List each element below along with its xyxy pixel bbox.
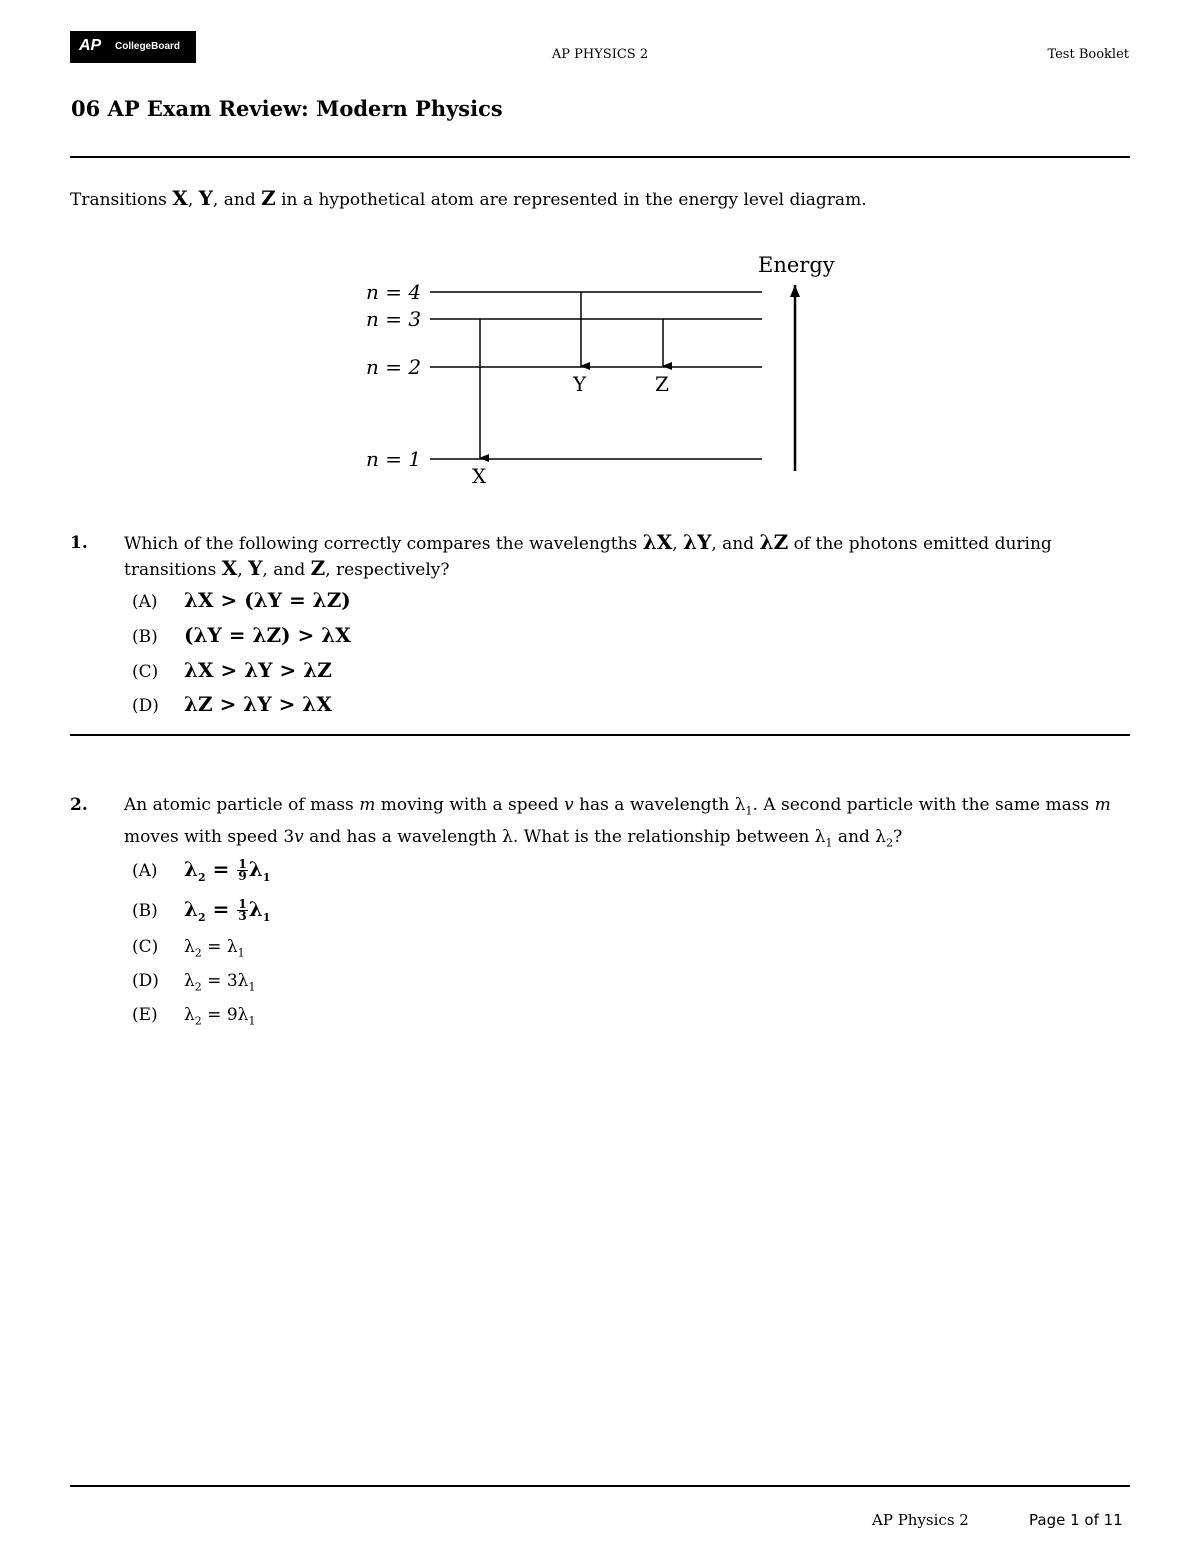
logo-ap: AP xyxy=(79,37,102,54)
footer-divider xyxy=(70,1485,1130,1487)
q2-option-e[interactable]: (E) $\lambda_2 = 9\lambda_1$ xyxy=(132,1005,256,1028)
q2-number: 2. xyxy=(70,795,88,815)
stem-z: Z xyxy=(261,186,276,210)
q1-prompt: Which of the following correctly compares the wavelengths λX, λY, and λZ of the photons emitted during transitions X, Y, and Z, respectively? xyxy=(124,530,1052,580)
energy-level-label-n1: n = 1 xyxy=(366,447,422,471)
transition-label-y: Y xyxy=(573,372,587,396)
q2-option-d[interactable]: (D) $\lambda_2 = 3\lambda_1$ xyxy=(132,971,256,994)
stem-y: Y xyxy=(198,186,213,210)
page-title: 06 AP Exam Review: Modern Physics xyxy=(71,96,503,121)
footer-course: AP Physics 2 xyxy=(872,1511,969,1529)
q1-divider xyxy=(70,734,1130,736)
q2-option-a[interactable]: (A) $\lambda_2$ = $\frac{1}{9}$ $\lambda_1$ xyxy=(132,857,271,884)
logo-brand: CollegeBoard xyxy=(115,41,181,52)
q2-option-c[interactable]: (C) $\lambda_2 = \lambda_1$ xyxy=(132,937,245,960)
energy-axis-label: Energy xyxy=(758,253,835,277)
q1-option-d[interactable]: (D) λZ > λY > λX xyxy=(132,692,332,716)
q1-option-b[interactable]: (B) (λY = λZ) > λX xyxy=(132,623,351,647)
footer-page-number: Page 1 of 11 xyxy=(1029,1511,1123,1529)
header-course: AP PHYSICS 2 xyxy=(551,47,649,62)
energy-level-label-n4: n = 4 xyxy=(366,280,422,304)
title-divider xyxy=(70,156,1130,158)
transition-label-x: X xyxy=(472,464,487,488)
question-stem: Transitions X, Y, and Z in a hypothetical atom are represented in the energy level diagram. xyxy=(70,186,867,210)
q2-option-b[interactable]: (B) $\lambda_2$ = $\frac{1}{3}$ $\lambda_1$ xyxy=(132,897,271,924)
q1-option-c[interactable]: (C) λX > λY > λZ xyxy=(132,658,332,682)
energy-level-diagram xyxy=(350,245,850,495)
q1-number: 1. xyxy=(70,533,88,553)
header-booklet: Test Booklet xyxy=(1047,47,1129,62)
q1-option-a[interactable]: (A) λX > (λY = λZ) xyxy=(132,588,351,612)
energy-level-label-n2: n = 2 xyxy=(366,355,422,379)
q2-prompt: An atomic particle of mass m moving with a speed v has a wavelength $\lambda_1$. A second particle with the same mass m moves with speed 3v and has a wavelength λ. What is the relationship between $\lambda_1$ and $\lambda_2$? xyxy=(124,795,1111,850)
transition-label-z: Z xyxy=(655,372,669,396)
energy-level-label-n3: n = 3 xyxy=(366,307,422,331)
stem-x: X xyxy=(172,186,188,210)
